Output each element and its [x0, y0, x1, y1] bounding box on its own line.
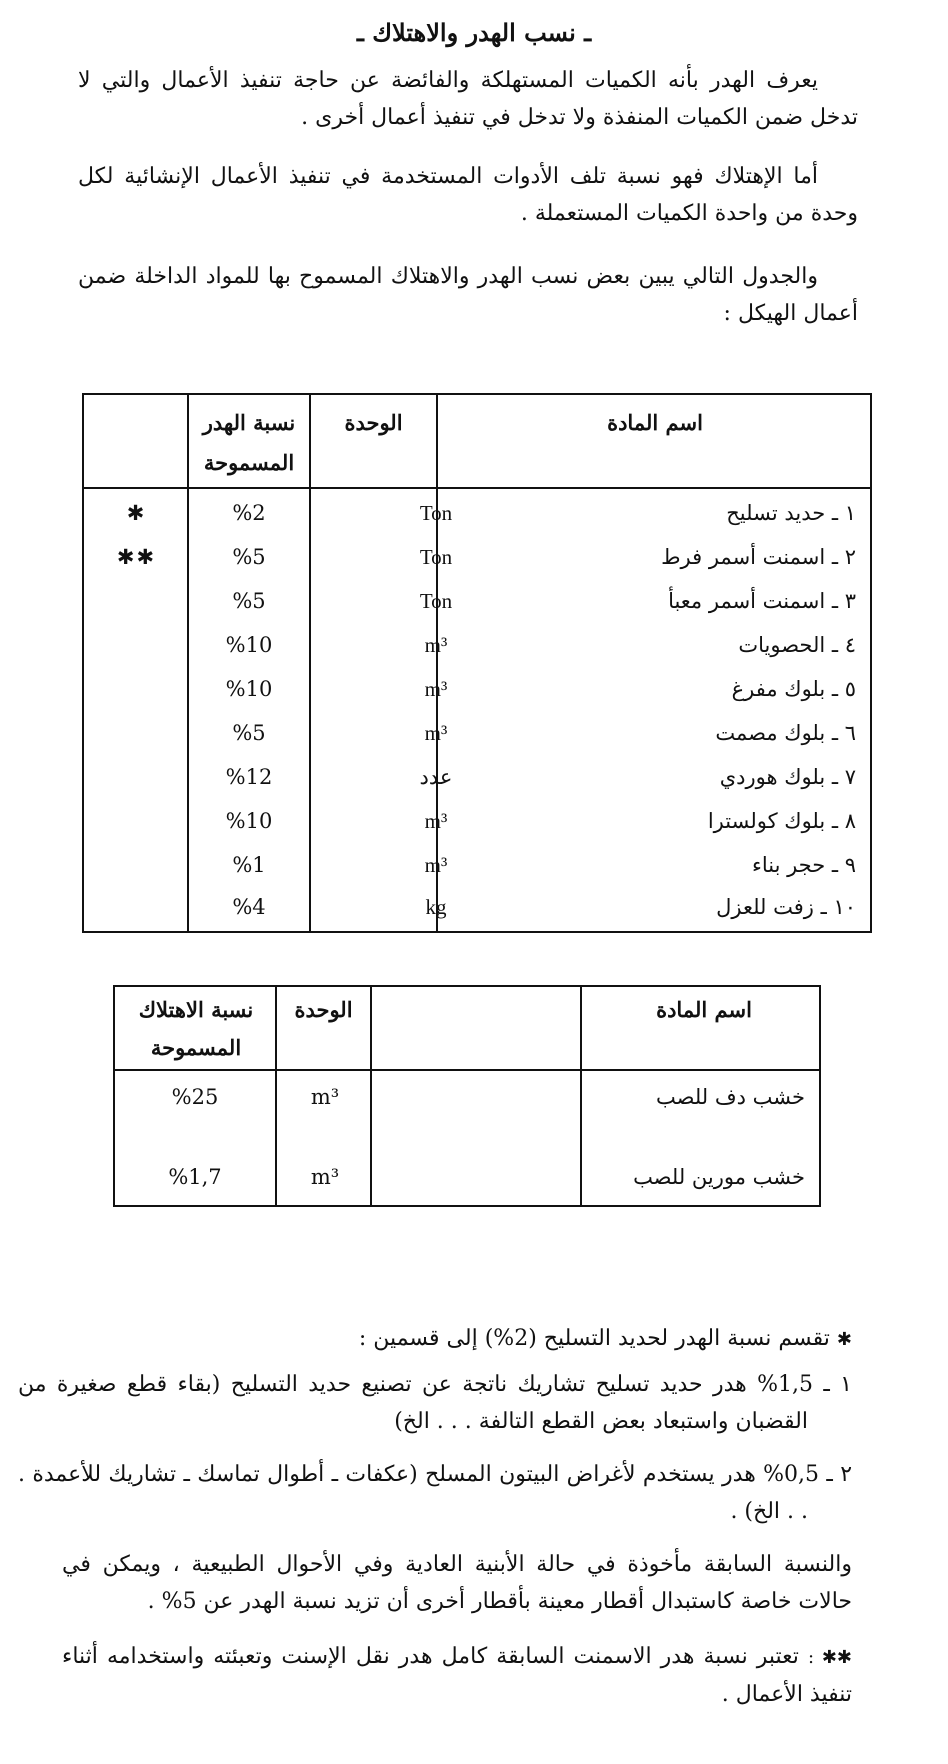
material-name: خشب دف للصب	[656, 1085, 805, 1109]
material-name: ٦ ـ بلوك مصمت	[715, 721, 856, 745]
waste-percent: %10	[225, 677, 273, 701]
material-unit: Ton	[419, 501, 453, 525]
footnote-marker	[84, 799, 189, 843]
table-row	[84, 491, 870, 535]
material-name: ١ ـ حديد تسليح	[726, 501, 856, 525]
waste-percent: %12	[225, 765, 273, 789]
table-row	[84, 667, 870, 711]
header-unit: الوحدة	[344, 410, 403, 435]
table-row	[84, 711, 870, 755]
waste-percent: %10	[225, 633, 273, 657]
table-row	[84, 885, 870, 929]
table-row	[84, 755, 870, 799]
material-unit: m³	[310, 1085, 340, 1109]
footnote-marker	[84, 623, 189, 667]
waste-percent: %5	[232, 721, 266, 745]
material-unit: m³	[424, 809, 448, 833]
footnote-marker: ✱✱	[116, 545, 157, 569]
material-name: ٣ ـ اسمنت أسمر معبأ	[668, 589, 856, 613]
material-unit: m³	[424, 853, 448, 877]
header-depreciation-percent: نسبة الاهتلاك المسموحة	[138, 997, 254, 1060]
material-name: ٧ ـ بلوك هوردي	[719, 765, 856, 789]
material-name: ٥ ـ بلوك مفرغ	[731, 677, 856, 701]
material-unit: Ton	[419, 589, 453, 613]
material-unit: Ton	[419, 545, 453, 569]
footnote-1-item-1: ١ ـ 1,5% هدر حديد تسليح تشاريك ناتجة عن تصنيع حديد التسليح (بقاء قطع صغيرة من القضبان واستبعاد بعض القطع التالفة . . . الخ)	[18, 1372, 852, 1434]
footnote-marker	[84, 843, 189, 887]
footnote-marker	[84, 755, 189, 799]
table-row	[84, 579, 870, 623]
footnote-marker	[84, 885, 189, 929]
waste-percent: %10	[225, 809, 273, 833]
waste-percent: %5	[232, 589, 266, 613]
table-header-divider	[115, 1069, 819, 1071]
footnote-1-heading	[62, 1320, 852, 1358]
table-header-divider	[84, 487, 870, 489]
material-name: ١٠ ـ زفت للعزل	[716, 895, 856, 919]
material-unit: m³	[424, 721, 448, 745]
material-unit: عدد	[419, 765, 453, 789]
intro-paragraph-3: والجدول التالي يبين بعض نسب الهدر والاهتلاك المسموح بها للمواد الداخلة ضمن أعمال الهيكل :	[78, 264, 858, 326]
page-title: ـ نسب الهدر والاهتلاك ـ	[356, 18, 592, 47]
table-row	[84, 799, 870, 843]
footnote-2	[62, 1638, 852, 1713]
material-unit: m³	[424, 633, 448, 657]
table-row	[84, 535, 870, 579]
footnote-marker	[84, 579, 189, 623]
table-row	[115, 1075, 819, 1119]
footnote-1-text: تقسم نسبة الهدر لحديد التسليح (2%) إلى قسمين :	[358, 1326, 830, 1351]
table-row	[84, 843, 870, 887]
material-name: ٢ ـ اسمنت أسمر فرط	[661, 545, 856, 569]
waste-percent: %4	[232, 895, 266, 919]
footnote-marker	[84, 711, 189, 755]
waste-table	[82, 393, 872, 933]
material-unit: kg	[425, 895, 447, 919]
footnote-1-item-2: ٢ ـ 0,5% هدر يستخدم لأغراض البيتون المسلح (عكفات ـ أطوال تماسك ـ تشاريك للأعمدة . . . الخ) .	[18, 1462, 853, 1524]
material-name: خشب مورين للصب	[633, 1165, 805, 1189]
table-row	[84, 623, 870, 667]
depreciation-percent: %25	[171, 1085, 219, 1109]
header-waste-percent: نسبة الهدر المسموحة	[202, 410, 296, 475]
footnote-2-marker: ✱✱ :	[807, 1647, 852, 1668]
footnotes	[18, 1320, 853, 1760]
waste-percent: %5	[232, 545, 266, 569]
material-name: ٩ ـ حجر بناء	[751, 853, 856, 877]
waste-percent: %1	[232, 853, 266, 877]
footnote-2-text: تعتبر نسبة هدر الاسمنت السابقة كامل هدر نقل الإسنت وتعبئته واستخدامه أثناء تنفيذ الأعمال .	[62, 1644, 852, 1707]
intro-paragraph-2: أما الإهتلاك فهو نسبة تلف الأدوات المستخدمة في تنفيذ الأعمال الإنشائية لكل وحدة من واحدة الكميات المستعملة .	[78, 164, 858, 226]
header-material-name: اسم المادة	[607, 410, 703, 435]
header-unit: الوحدة	[294, 997, 353, 1022]
header-material-name: اسم المادة	[656, 997, 752, 1022]
intro-paragraph-1: يعرف الهدر بأنه الكميات المستهلكة والفائضة عن حاجة تنفيذ الأعمال والتي لا تدخل ضمن الكميات المنفذة ولا تدخل في تنفيذ أعمال أخرى .	[78, 68, 858, 130]
table-row	[115, 1155, 819, 1199]
footnote-marker	[84, 667, 189, 711]
depreciation-percent: %1,7	[168, 1165, 222, 1189]
material-name: ٨ ـ بلوك كولسترا	[707, 809, 856, 833]
footnote-1-marker: ✱	[836, 1329, 852, 1350]
footnote-marker: ✱	[126, 501, 147, 525]
material-name: ٤ ـ الحصويات	[738, 633, 856, 657]
waste-percent: %2	[232, 501, 266, 525]
material-unit: m³	[424, 677, 448, 701]
material-unit: m³	[310, 1165, 340, 1189]
depreciation-table	[113, 985, 821, 1207]
footnote-1-tail: والنسبة السابقة مأخوذة في حالة الأبنية العادية وفي الأحوال الطبيعية ، ويمكن في حالات خاصة كاستبدال أقطار معينة بأقطار أخرى أن تزيد نسبة الهدر عن 5% .	[62, 1552, 852, 1614]
